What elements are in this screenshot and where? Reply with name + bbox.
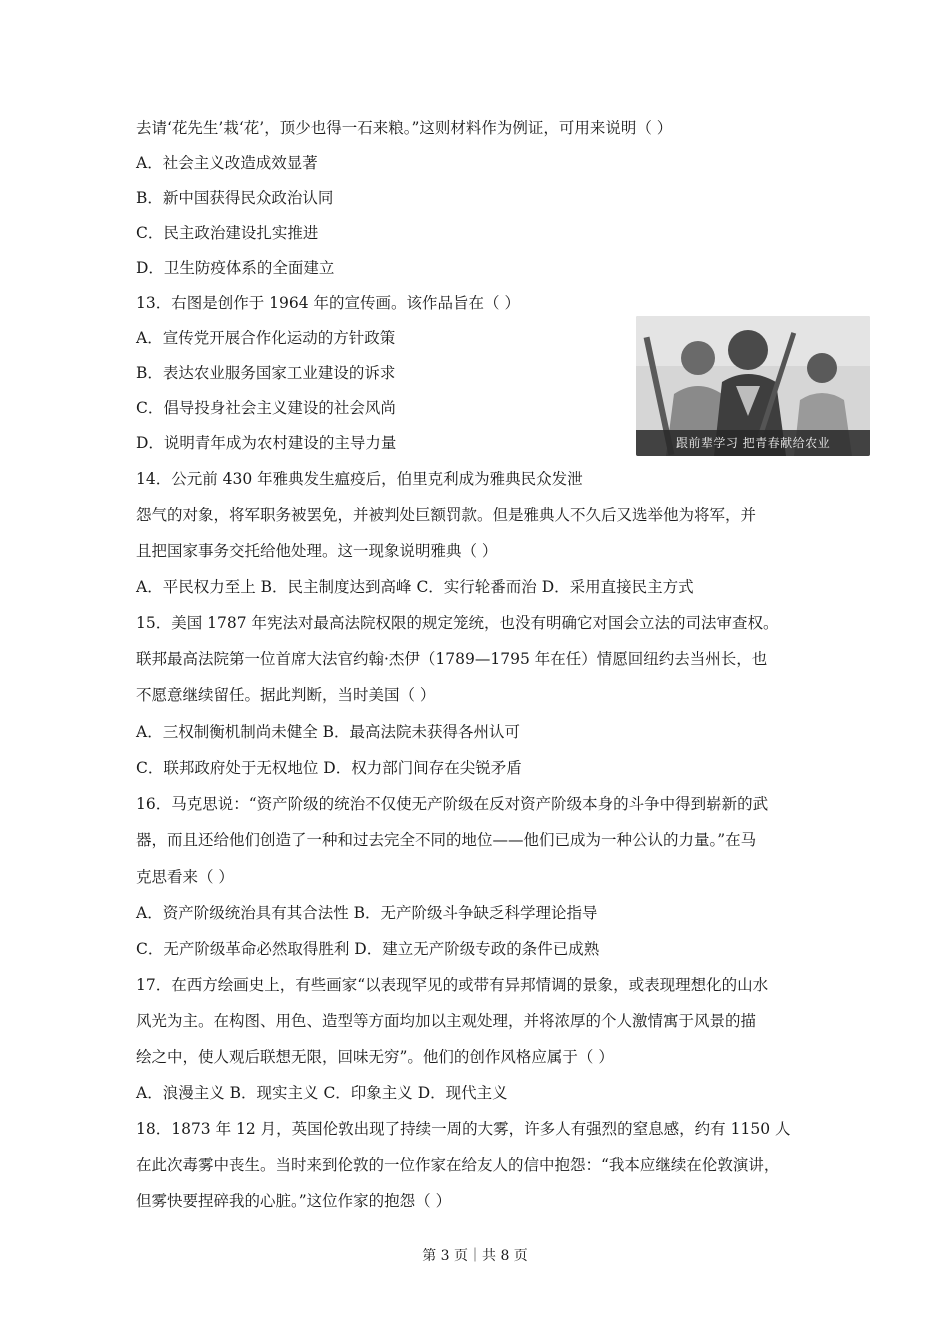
text-line: 怨气的对象，将军职务被罢免，并被判处巨额罚款。但是雅典人不久后又选举他为将军，并 [136,506,757,524]
option-line: B．新中国获得民众政治认同 [136,189,334,207]
text-line: 器，而且还给他们创造了一种和过去完全不同的地位——他们已成为一种公认的力量。”在马 [136,831,757,849]
option-line: A．宣传党开展合作化运动的方针政策 [136,329,396,347]
text-line: 联邦最高法院第一位首席大法官约翰·杰伊（1789—1795 年在任）情愿回纽约去当州长，也 [136,650,768,668]
question-17-stem: 17．在西方绘画史上，有些画家“以表现罕见的或带有异邦情调的景象，或表现理想化的山水 [136,976,769,994]
text-line: 去请‘花先生’栽‘花’，顶少也得一石来粮。”这则材料作为例证，可用来说明（ ） [136,119,673,137]
text-line: 不愿意继续留任。据此判断，当时美国（ ） [136,686,436,704]
text-line: 绘之中，使人观后联想无限，回味无穷”。他们的创作风格应属于（ ） [136,1048,614,1066]
option-line: A．资产阶级统治具有其合法性 B．无产阶级斗争缺乏科学理论指导 [136,904,598,922]
text-line: 在此次毒雾中丧生。当时来到伦敦的一位作家在给友人的信中抱怨：“我本应继续在伦敦演讲， [136,1156,780,1174]
question-18-stem: 18．1873 年 12 月，英国伦敦出现了持续一周的大雾，许多人有强烈的窒息感，约有 1150 人 [136,1120,791,1138]
option-line: C．无产阶级革命必然取得胜利 D．建立无产阶级专政的条件已成熟 [136,940,600,958]
text-line: 但雾快要捏碎我的心脏。”这位作家的抱怨（ ） [136,1192,452,1210]
option-line: A．浪漫主义 B．现实主义 C．印象主义 D．现代主义 [136,1084,508,1102]
option-line: A．社会主义改造成效显著 [136,154,318,172]
poster-caption: 跟前辈学习 把青春献给农业 [636,430,870,456]
option-line: A．三权制衡机制尚未健全 B．最高法院未获得各州认可 [136,723,521,741]
option-line: C．民主政治建设扎实推进 [136,224,319,242]
question-14-stem: 14．公元前 430 年雅典发生瘟疫后，伯里克利成为雅典民众发泄 [136,470,583,488]
option-line: C．联邦政府处于无权地位 D．权力部门间存在尖锐矛盾 [136,759,522,777]
option-line: D．卫生防疫体系的全面建立 [136,259,335,277]
option-line: B．表达农业服务国家工业建设的诉求 [136,364,396,382]
option-line: A．平民权力至上 B．民主制度达到高峰 C．实行轮番而治 D．采用直接民主方式 [136,578,694,596]
question-15-stem: 15．美国 1787 年宪法对最高法院权限的规定笼统，也没有明确它对国会立法的司法审查权。 [136,614,779,632]
text-line: 且把国家事务交托给他处理。这一现象说明雅典（ ） [136,542,498,560]
text-line: 克思看来（ ） [136,868,234,886]
question-13-stem: 13．右图是创作于 1964 年的宣传画。该作品旨在（ ） [136,294,520,312]
option-line: D．说明青年成为农村建设的主导力量 [136,434,397,452]
option-line: C．倡导投身社会主义建设的社会风尚 [136,399,396,417]
page-footer: 第 3 页｜共 8 页 [422,1248,528,1264]
propaganda-poster-image [636,316,870,456]
text-line: 风光为主。在构图、用色、造型等方面均加以主观处理，并将浓厚的个人激情寓于风景的描 [136,1012,757,1030]
question-16-stem: 16．马克思说：“资产阶级的统治不仅使无产阶级在反对资产阶级本身的斗争中得到崭新的武 [136,795,769,813]
